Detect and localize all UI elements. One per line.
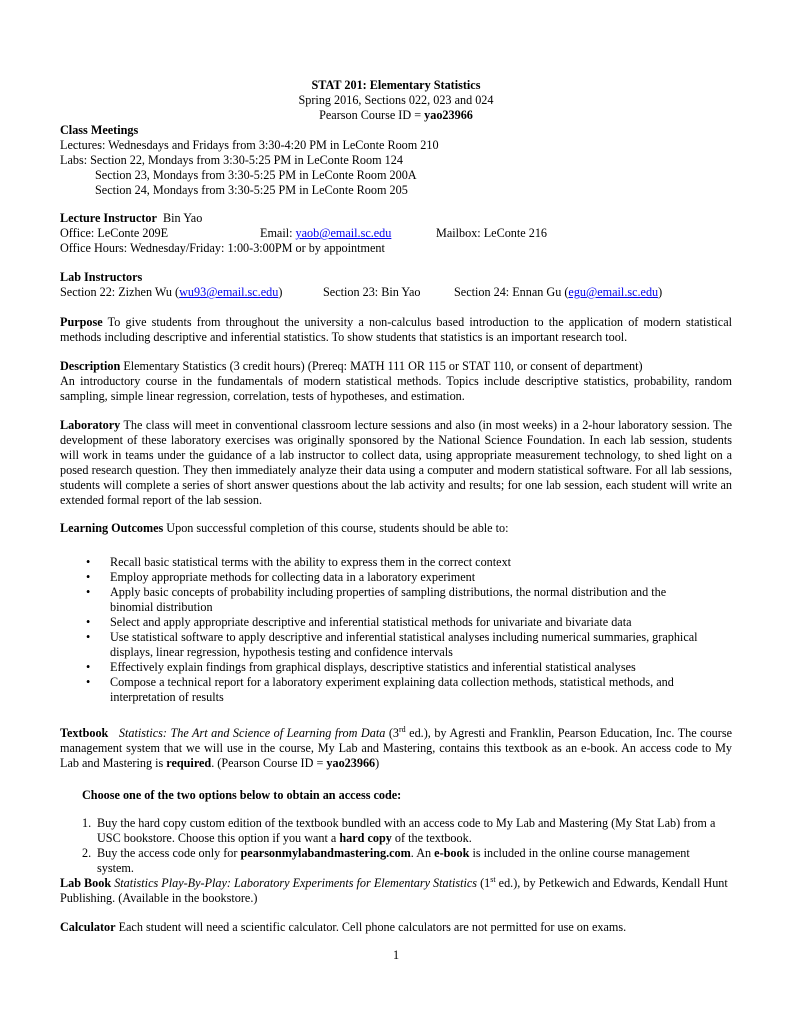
lecture-instructor-name: Bin Yao (163, 211, 203, 225)
class-meetings-section (60, 123, 732, 198)
learning-outcomes-list (60, 555, 710, 705)
lab-email-s24-link[interactable]: egu@email.sc.edu (568, 285, 659, 299)
description-heading: Description (60, 359, 121, 373)
course-id-line (60, 108, 732, 123)
class-meetings-heading: Class Meetings (60, 123, 139, 137)
email-group: Email: yaob@email.sc.edu (260, 226, 392, 240)
bullet-icon: • (86, 660, 91, 674)
lab-book-heading: Lab Book (60, 876, 112, 890)
lab-email-s22-link[interactable]: wu93@email.sc.edu (179, 285, 279, 299)
list-item: • Employ appropriate methods for collecting data in a laboratory experiment (86, 570, 476, 584)
course-title: STAT 201: Elementary Statistics (311, 78, 481, 92)
course-id: yao23966 (424, 108, 473, 122)
required-label: required (166, 756, 212, 770)
lectures-line: Lectures: Wednesdays and Fridays from 3:30-4:20 PM in LeConte Room 210 (60, 138, 439, 152)
list-item: • Recall basic statistical terms with the ability to express them in the correct context (86, 555, 512, 569)
description-text: An introductory course in the fundamentals of modern statistical methods. Topics include descriptive statistics, probability, random sampling, simple linear regression, correlation, tests of hypotheses, and estimation. (60, 374, 732, 403)
lab-line-1: Labs: Section 22, Mondays from 3:30-5:25 PM in LeConte Room 124 (60, 153, 403, 167)
textbook-title: Statistics: The Art and Science of Learning from Data (118, 726, 386, 740)
bullet-icon: • (86, 570, 91, 584)
bullet-icon: • (86, 675, 91, 689)
syllabus-page (60, 0, 732, 1024)
access-code-heading: Choose one of the two options below to obtain an access code: (82, 788, 402, 802)
list-item: • Effectively explain findings from graphical displays, descriptive statistics and inferential statistical analyses (86, 660, 636, 674)
description-line: Description Elementary Statistics (3 credit hours) (Prereq: MATH 111 OR 115 or STAT 110, or consent of department) (60, 359, 643, 373)
lab-instructor-s24: Section 24: Ennan Gu (egu@email.sc.edu) (454, 285, 663, 299)
list-item: • Apply basic concepts of probability including properties of sampling distributions, the normal distribution and the binomial distribution (86, 585, 667, 614)
list-item: 1. Buy the hard copy custom edition of the textbook bundled with an access code to My Lab and Mastering (My Stat Lab) from a USC bookstore. Choose this option if you want a hard copy of the textbook. (82, 816, 716, 845)
bullet-icon: • (86, 615, 91, 629)
course-id-label: Pearson Course ID = (319, 108, 425, 122)
lab-book-title: Statistics Play-By-Play: Laboratory Experiments for Elementary Statistics (111, 876, 478, 890)
learning-outcomes-intro: Learning Outcomes Upon successful completion of this course, students should be able to: (60, 521, 509, 535)
instructor-email-link[interactable]: yaob@email.sc.edu (295, 226, 392, 240)
bullet-icon: • (86, 555, 91, 569)
list-item: • Select and apply appropriate descriptive and inferential statistical methods for univariate and bivariate data (86, 615, 632, 629)
lab-line-3: Section 24, Mondays from 3:30-5:25 PM in LeConte Room 205 (95, 183, 408, 197)
lab-line-2: Section 23, Mondays from 3:30-5:25 PM in LeConte Room 200A (95, 168, 417, 182)
lab-instructor-s22: Section 22: Zizhen Wu (wu93@email.sc.edu) (60, 285, 283, 299)
labs-prefix: Labs: (60, 153, 91, 167)
laboratory-paragraph: Laboratory The class will meet in conventional classroom lecture sessions and also (in most weeks) in a 2-hour laboratory session. The development of these laboratory exercises was originally sponsored by the National Science Foundation. In each lab session, students will work in teams under the guidance of a lab instructor to collect data, using appropriate measurement technology, to shed light on a posed research question. They then immediately analyze their data using a computer and modern statistical software. For all lab sessions, students will complete a series of short answer questions about the lab activity and results; for one lab session, each student will write an extended formal report of the lab session. (60, 418, 732, 507)
list-item: 2. Buy the access code only for pearsonmylabandmastering.com. An e-book is included in the online course management system. (82, 846, 690, 875)
learning-outcomes-heading: Learning Outcomes (60, 521, 164, 535)
lecture-instructor-heading: Lecture Instructor (60, 211, 157, 225)
textbook-paragraph: Textbook Statistics: The Art and Science of Learning from Data (3rd ed.), by Agresti and Franklin, Pearson Education, Inc. The course management system that we will use in the course, My Lab and Mastering, contains this textbook as an e-book. An access code to My Lab and Mastering is required. (Pearson Course ID = yao23966) (60, 724, 732, 770)
lab-instructors-row (60, 285, 732, 300)
bullet-icon: • (86, 630, 91, 644)
instructor-contact-row (60, 226, 732, 241)
laboratory-heading: Laboratory (60, 418, 121, 432)
bullet-icon: • (86, 585, 91, 599)
office: Office: LeConte 209E (60, 226, 169, 240)
purpose-paragraph: Purpose To give students from throughout the university a non-calculus based introduction to the application of modern statistical methods including descriptive and inferential statistics. To show students that statistics is an important research tool. (60, 315, 732, 344)
access-code-options (60, 816, 720, 876)
description-section (60, 359, 732, 404)
lecture-instructor-section (60, 211, 732, 256)
calculator-paragraph: Calculator Each student will need a scientific calculator. Cell phone calculators are not permitted for use on exams. (60, 920, 627, 934)
list-item: • Compose a technical report for a laboratory experiment explaining data collection methods, statistical methods, and interpretation of results (86, 675, 674, 704)
office-hours: Office Hours: Wednesday/Friday: 1:00-3:00PM or by appointment (60, 241, 385, 255)
lab-instructors-section (60, 270, 732, 300)
lab-instructor-s23: Section 23: Bin Yao (323, 285, 421, 299)
lecture-instructor-line (60, 211, 732, 226)
page-number: 1 (392, 948, 400, 962)
mailbox: Mailbox: LeConte 216 (436, 226, 548, 240)
lab-book-paragraph: Lab Book Statistics Play-By-Play: Laboratory Experiments for Elementary Statistics (1st ed.), by Petkewich and Edwards, Kendall Hunt Publishing. (Available in the bookstore.) (60, 874, 728, 905)
course-term: Spring 2016, Sections 022, 023 and 024 (298, 93, 494, 107)
purpose-heading: Purpose (60, 315, 103, 329)
textbook-heading: Textbook (60, 726, 109, 740)
calculator-heading: Calculator (60, 920, 116, 934)
list-item: • Use statistical software to apply descriptive and inferential statistical analyses including numerical summaries, graphical displays, linear regression, hypothesis testing and confidence intervals (86, 630, 698, 659)
lab-instructors-heading: Lab Instructors (60, 270, 143, 284)
